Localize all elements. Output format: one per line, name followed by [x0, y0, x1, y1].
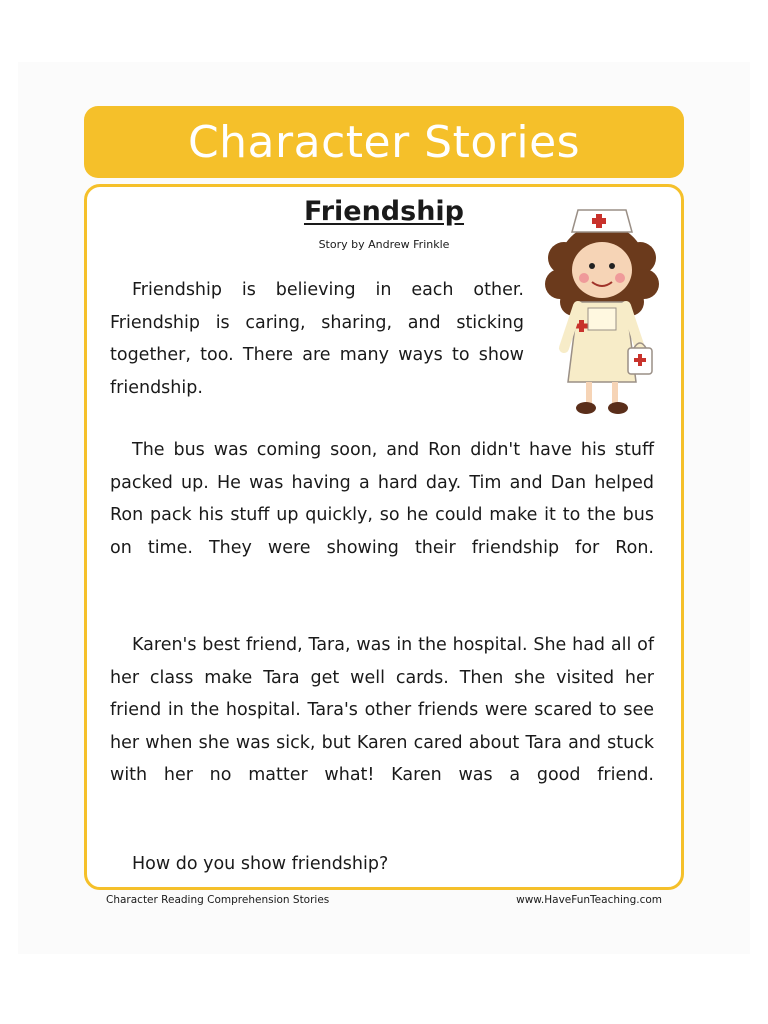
- story-paragraph-2: The bus was coming soon, and Ron didn't have his stuff packed up. He was having a hard day. Tim and Dan helped Ron pack his stuff up quickly, so he could make it to the bus on time. They were showing their friendship for Ron.: [110, 440, 654, 558]
- story-title-wrap: [300, 196, 468, 227]
- story-paragraph-3: Karen's best friend, Tara, was in the hospital. She had all of her class make Tara get well cards. Then she visited her friend in the hospital. Tara's other friends were scared to see her when she was sick, but Karen cared about Tara and stuck with her no matter what! Karen was a good friend.: [110, 635, 654, 785]
- nurse-girl-illustration: [534, 198, 670, 420]
- header-banner: [84, 106, 684, 178]
- story-paragraph-1: Friendship is believing in each other. Friendship is caring, sharing, and sticking together, too. There are many ways to show friendship.: [110, 280, 524, 398]
- footer-website-link[interactable]: www.HaveFunTeaching.com: [516, 894, 662, 906]
- story-title: Friendship: [303, 196, 465, 227]
- page-title: Character Stories: [187, 116, 581, 168]
- story-byline: Story by Andrew Frinkle: [318, 238, 450, 251]
- story-question: How do you show friendship?: [132, 854, 389, 874]
- footer-series-label: Character Reading Comprehension Stories: [106, 894, 330, 906]
